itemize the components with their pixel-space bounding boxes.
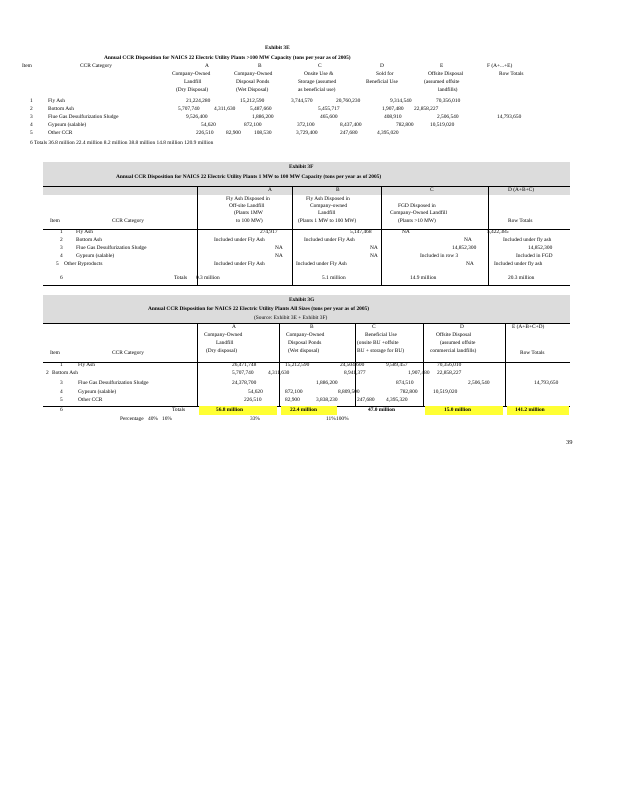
cell-d: 20,760,230 (336, 98, 361, 104)
header-d-line2: Beneficial Use (366, 79, 398, 85)
cell-c: NA (402, 229, 410, 235)
row-category: Other CCR (48, 130, 73, 136)
header-e-line1: Row Totals (520, 350, 545, 356)
header-col-f: F (A+...+E) (487, 63, 513, 69)
cell-b: NA (370, 245, 378, 251)
row-category: Fly Ash (76, 229, 93, 235)
row-category: Gypsum (salable) (76, 253, 115, 259)
rule (43, 186, 570, 187)
cell-c: 14,852,300 (452, 245, 477, 251)
header-item: Item (50, 218, 60, 224)
cell-b: 82,900 (285, 397, 300, 403)
header-a-line1: Company-Owned (172, 71, 211, 77)
header-d-line1: Offsite Disposal (436, 332, 472, 338)
cell-f: 10,519,020 (430, 122, 455, 128)
cell-b: 872,100 (285, 389, 303, 395)
rule (505, 323, 506, 407)
cell-a: 56.8 million (216, 407, 243, 413)
header-b-line3: Landfill (318, 210, 336, 216)
header-a-line1: Fly Ash Disposed in (226, 196, 270, 202)
cell-b: 5,147,468 (350, 229, 372, 235)
header-a-line3: (Plants 1MW (234, 210, 263, 216)
header-e-line1: Offsite Disposal (428, 71, 464, 77)
row-category: Percentage (120, 416, 144, 422)
cell-b: 15,212,590 (285, 362, 310, 368)
cell-d: 782,800 (400, 389, 418, 395)
cell-c: 5,487,660 (250, 106, 272, 112)
row-category: Flue Gas Desulfurization Sludge (78, 380, 149, 386)
cell-b: 872,100 (244, 122, 262, 128)
page-number: 39 (566, 439, 573, 446)
cell-e: 1,907,480 (382, 106, 404, 112)
rule (488, 186, 489, 286)
header-b-line3: (Wet Disposal) (236, 87, 269, 93)
header-b-line1: Company-Owned (234, 71, 273, 77)
cell-a: NA (275, 253, 283, 259)
cell-d: 247,680 (357, 397, 375, 403)
cell-d: 5,422,385 (487, 229, 509, 235)
row-item: 4 (60, 389, 63, 395)
header-col-d: D (A+B+C) (508, 187, 534, 193)
header-c-line2: Storage (assumed (298, 79, 337, 85)
header-col-e: E (A+B+C+D) (512, 324, 545, 330)
exhibit-3f-title: Exhibit 3F (289, 164, 314, 170)
header-col-d: D (380, 63, 384, 69)
cell-b: NA (370, 253, 378, 259)
cell-a: 5,707,740 (232, 370, 254, 376)
cell-d: 14,852,300 (528, 245, 553, 251)
exhibit-3f-subtitle: Annual CCR Disposition for NAICS 22 Electric Utility Plants 1 MW to 100 MW Capacity (tons per year as of 2005) (116, 174, 382, 180)
rule (381, 186, 382, 286)
cell-b: Included under Fly Ash (296, 261, 347, 267)
row-category: Totals (174, 275, 188, 281)
rule (279, 323, 280, 407)
row-category: Bottom Ash (76, 237, 102, 243)
header-col-b: B (310, 324, 314, 330)
cell-b: 15,212,590 (240, 98, 265, 104)
cell-d: 3,729,400 (296, 130, 318, 136)
rule (292, 186, 293, 286)
header-a-line1: Company-Owned (204, 332, 243, 338)
cell-c: Included in row 3 (420, 253, 459, 259)
header-c-line1: Beneficial Use (365, 332, 397, 338)
cell-d: 20.3 million (508, 275, 535, 281)
header-item: Item (50, 350, 60, 356)
cell-d: 5,455,717 (318, 106, 340, 112)
header-a-line2: Landfill (184, 79, 202, 85)
cell-a: 226,510 (196, 130, 214, 136)
cell-c: 372,100 (297, 122, 315, 128)
header-c-line3: BU + storage for BU) (357, 348, 405, 354)
header-b-line4: (Plants 1 MW to 100 MW) (298, 218, 357, 224)
cell-b: 82,900 (226, 130, 241, 136)
cell-e: 9,314,540 (390, 98, 412, 104)
row-item: 1 (60, 362, 63, 368)
row-category: Other Byproducts (64, 261, 103, 267)
header-category: CCR Category (112, 350, 144, 356)
header-c-line3: as beneficial use) (298, 87, 336, 93)
header-d-line1: Sold for (376, 71, 394, 77)
header-c-line1: Onsite Use & (304, 71, 334, 77)
cell-a: 9,526,400 (186, 114, 208, 120)
row-item: 1 (60, 229, 63, 235)
row-category: Flue Gas Desulfurization Sludge (48, 114, 119, 120)
header-category: CCR Category (112, 218, 144, 224)
cell-e: 70,356,010 (437, 362, 462, 368)
cell-a: 24,378,700 (232, 380, 257, 386)
rule (423, 323, 424, 407)
row-item: 3 (60, 245, 63, 251)
header-col-e: E (440, 63, 444, 69)
exhibit-3e-subtitle: Annual CCR Disposition for NAICS 22 Electric Utility Plants >100 MW Capacity (tons per year as of 2005) (104, 55, 351, 61)
cell-a: NA (275, 245, 283, 251)
header-d-line1: Row Totals (508, 218, 533, 224)
header-category: CCR Category (80, 63, 112, 69)
cell-d: 8,437,400 (340, 122, 362, 128)
cell-b: 22.4 million (290, 407, 317, 413)
cell-f: 22,858,227 (414, 106, 439, 112)
exhibit-3g-title: Exhibit 3G (289, 297, 315, 303)
cell-a: 5,707,740 (178, 106, 200, 112)
header-col-a: A (205, 63, 209, 69)
header-c-line2: (onsite BU +offsite (357, 340, 399, 346)
header-col-a: A (268, 187, 272, 193)
cell-c: 24,504,600 (340, 362, 365, 368)
row-category: Totals (172, 407, 186, 413)
header-a-line3: (Dry Disposal) (176, 87, 209, 93)
rule (43, 285, 570, 286)
cell-b: 1,886,200 (316, 380, 338, 386)
rule (43, 323, 570, 324)
row-item: 5 (30, 130, 33, 136)
cell-c: 874,510 (396, 380, 414, 386)
row-category: Bottom Ash (52, 370, 78, 376)
rule (197, 186, 198, 286)
cell-c: 8,941,377 (344, 370, 366, 376)
exhibit-3g-source: (Source: Exhibit 3E + Exhibit 3F) (254, 315, 328, 321)
row-item: 6 (60, 275, 63, 281)
row-item: 2 (30, 106, 33, 112)
cell-e: 100% (336, 416, 349, 422)
row-category: Fly Ash (48, 98, 65, 104)
row-category: Fly Ash (78, 362, 95, 368)
cell-c: 3,744,570 (291, 98, 313, 104)
cell-a: Included under Fly Ash (214, 237, 265, 243)
cell-f: 4,395,020 (377, 130, 399, 136)
row-item: 4 (30, 122, 33, 128)
cell-d: Included under fly ash (494, 261, 543, 267)
header-col-c: C (372, 324, 376, 330)
row-category: Bottom Ash (48, 106, 74, 112)
cell-e: 247,680 (340, 130, 358, 136)
cell-a: 40% (148, 416, 158, 422)
cell-e: 14,793,650 (534, 380, 559, 386)
cell-e: 141.2 million (515, 407, 545, 413)
row-category: Other CCR (78, 397, 103, 403)
header-b-line1: Fly Ash Disposed in (306, 196, 350, 202)
header-col-b: B (258, 63, 262, 69)
header-d-line3: commercial landfills) (430, 348, 477, 354)
rule (197, 323, 198, 407)
cell-d: 1,907,480 (408, 370, 430, 376)
cell-a: Included under Fly Ash (214, 261, 265, 267)
cell-a: 274,917 (260, 229, 278, 235)
cell-d: 15.0 million (444, 407, 471, 413)
cell-d: 2,506,540 (468, 380, 490, 386)
header-b-line2: Company-owned (310, 203, 348, 209)
header-b-line2: Disposal Ponds (236, 79, 270, 85)
exhibit-3e-title: Exhibit 3E (265, 45, 290, 51)
cell-c: 465,600 (320, 114, 338, 120)
row-item: 5 (56, 261, 59, 267)
cell-d: Included in FGD (516, 253, 553, 259)
header-band (43, 186, 570, 195)
row-category: Gypsum (salable) (78, 389, 117, 395)
header-b-line3: (Wet disposal) (288, 348, 320, 354)
cell-e: 782,800 (396, 122, 414, 128)
row-item: 4 (60, 253, 63, 259)
cell-d: Included under fly ash (503, 237, 552, 243)
header-col-b: B (336, 187, 340, 193)
header-a-line2: Off-site Landfill (229, 203, 265, 209)
row-item: 5 (60, 397, 63, 403)
exhibit-3g-subtitle: Annual CCR Disposition for NAICS 22 Electric Utility Plants All Sizes (tons per year as of 2005) (148, 306, 370, 312)
header-col-c: C (318, 63, 322, 69)
row-item: 3 (30, 114, 33, 120)
cell-e: 2,506,540 (437, 114, 459, 120)
cell-f: 70,356,010 (436, 98, 461, 104)
header-b-line2: Disposal Ponds (288, 340, 322, 346)
exhibit-3e-totals: 6 Totals 36.8 million 22.4 million 8.2 million 38.8 million 14.8 million 120.9 million (30, 140, 214, 146)
row-category: Flue Gas Desulfurization Sludge (76, 245, 147, 251)
header-f-line1: Row Totals (499, 71, 524, 77)
cell-a: 54,620 (248, 389, 263, 395)
cell-e: 22,858,227 (437, 370, 462, 376)
header-c-line3: (Plants >10 MW) (398, 218, 436, 224)
header-a-line4: to 100 MW) (236, 218, 263, 224)
row-category: Gypsum (salable) (48, 122, 87, 128)
header-a-line2: Landfill (216, 340, 234, 346)
cell-e: 10,519,020 (433, 389, 458, 395)
cell-d: 9,589,457 (386, 362, 408, 368)
cell-b: 5.1 million (322, 275, 346, 281)
header-d-line2: (assumed offsite (440, 340, 476, 346)
cell-a: 21,224,280 (186, 98, 211, 104)
header-e-line3: landfills) (438, 87, 458, 93)
cell-b: 1,886,200 (252, 114, 274, 120)
row-item: 3 (60, 380, 63, 386)
header-c-line2: Company-Owned Landfill (390, 210, 448, 216)
header-b-line1: Company-Owned (286, 332, 325, 338)
cell-b: 4,311,630 (214, 106, 236, 112)
cell-f: 14,793,650 (497, 114, 522, 120)
cell-d: 11% (326, 416, 336, 422)
row-item: 2 (60, 237, 63, 243)
cell-c: NA (466, 261, 474, 267)
cell-c: 3,838,230 (316, 397, 338, 403)
row-item: 6 (60, 407, 63, 413)
cell-c: NA (464, 237, 472, 243)
header-col-d: D (460, 324, 464, 330)
header-a-line3: (Dry disposal) (206, 348, 237, 354)
row-item: 2 (46, 370, 49, 376)
cell-b: Included under Fly Ash (304, 237, 355, 243)
cell-a: 0.3 million (196, 275, 220, 281)
cell-a: 54,620 (201, 122, 216, 128)
cell-a: 26,471,748 (232, 362, 257, 368)
header-e-line2: (assumed offsite (424, 79, 460, 85)
cell-e: 4,395,320 (386, 397, 408, 403)
cell-c: 8,809,500 (338, 389, 360, 395)
cell-c: 108,530 (254, 130, 272, 136)
cell-c: 47.0 million (368, 407, 395, 413)
cell-d: 408,910 (384, 114, 402, 120)
header-col-c: C (430, 187, 434, 193)
cell-a: 226,510 (244, 397, 262, 403)
header-c-line1: FGD Disposed in (398, 203, 436, 209)
row-item: 1 (30, 98, 33, 104)
header-item: Item (22, 63, 32, 69)
cell-b: 16% (162, 416, 172, 422)
cell-c: 14.9 million (410, 275, 437, 281)
cell-c: 33% (250, 416, 260, 422)
cell-b: 4,311,630 (268, 370, 290, 376)
header-col-a: A (232, 324, 236, 330)
